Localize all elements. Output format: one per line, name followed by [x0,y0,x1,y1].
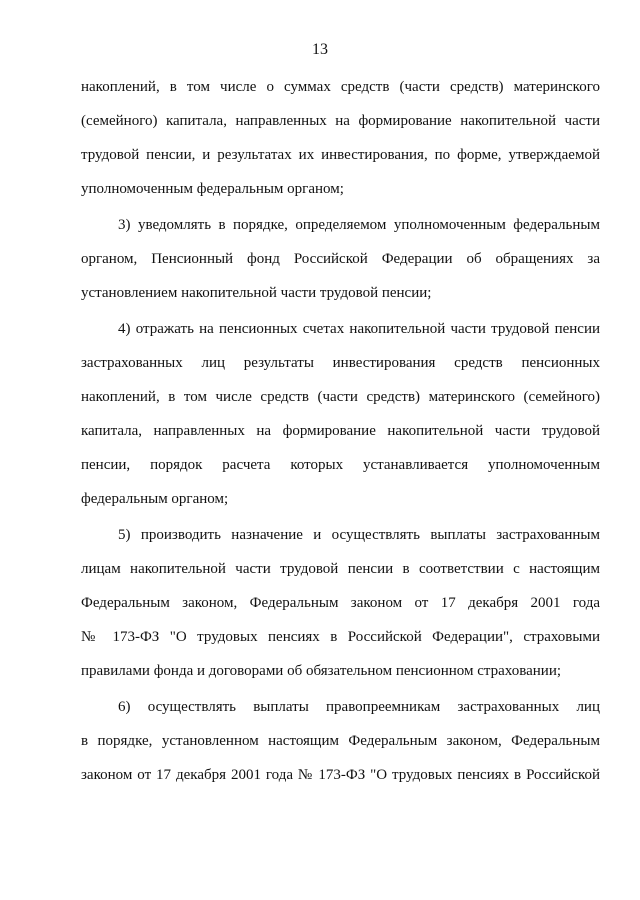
text-line: Федеральным законом, Федеральным законом от 17 декабря 2001 года [81,595,600,611]
text-line: накоплений, в том числе средств (части средств) материнского (семейного) [81,389,600,405]
text-line: федеральным органом; [81,491,229,507]
text-line: пенсии, порядок расчета которых устанавливается уполномоченным [81,457,600,473]
page-number: 13 [312,41,328,58]
text-line: 3) уведомлять в порядке, определяемом уполномоченным федеральным [118,217,600,233]
text-line: органом, Пенсионный фонд Российской Федерации об обращениях за [81,251,600,267]
text-line: трудовой пенсии, и результатах их инвестирования, по форме, утверждаемой [81,147,600,163]
text-line: накоплений, в том числе о суммах средств (части средств) материнского [81,79,600,95]
text-line: лицам накопительной части трудовой пенсии в соответствии с настоящим [81,561,600,577]
text-line: законом от 17 декабря 2001 года № 173-ФЗ "О трудовых пенсиях в Российской [81,767,600,783]
text-line: № 173-ФЗ "О трудовых пенсиях в Российской Федерации", страховыми [81,629,600,645]
text-line: 4) отражать на пенсионных счетах накопительной части трудовой пенсии [118,321,600,337]
text-line: правилами фонда и договорами об обязательном пенсионном страховании; [81,663,562,679]
text-line: в порядке, установленном настоящим Федеральным законом, Федеральным [81,733,600,749]
text-line: капитала, направленных на формирование накопительной части трудовой [81,423,600,439]
text-line: 5) производить назначение и осуществлять выплаты застрахованным [118,527,600,543]
text-line: 6) осуществлять выплаты правопреемникам застрахованных лиц [118,699,600,715]
text-line: уполномоченным федеральным органом; [81,181,344,197]
text-line: (семейного) капитала, направленных на формирование накопительной части [81,113,600,129]
text-line: установлением накопительной части трудовой пенсии; [81,285,432,301]
text-line: застрахованных лиц результаты инвестирования средств пенсионных [81,355,600,371]
